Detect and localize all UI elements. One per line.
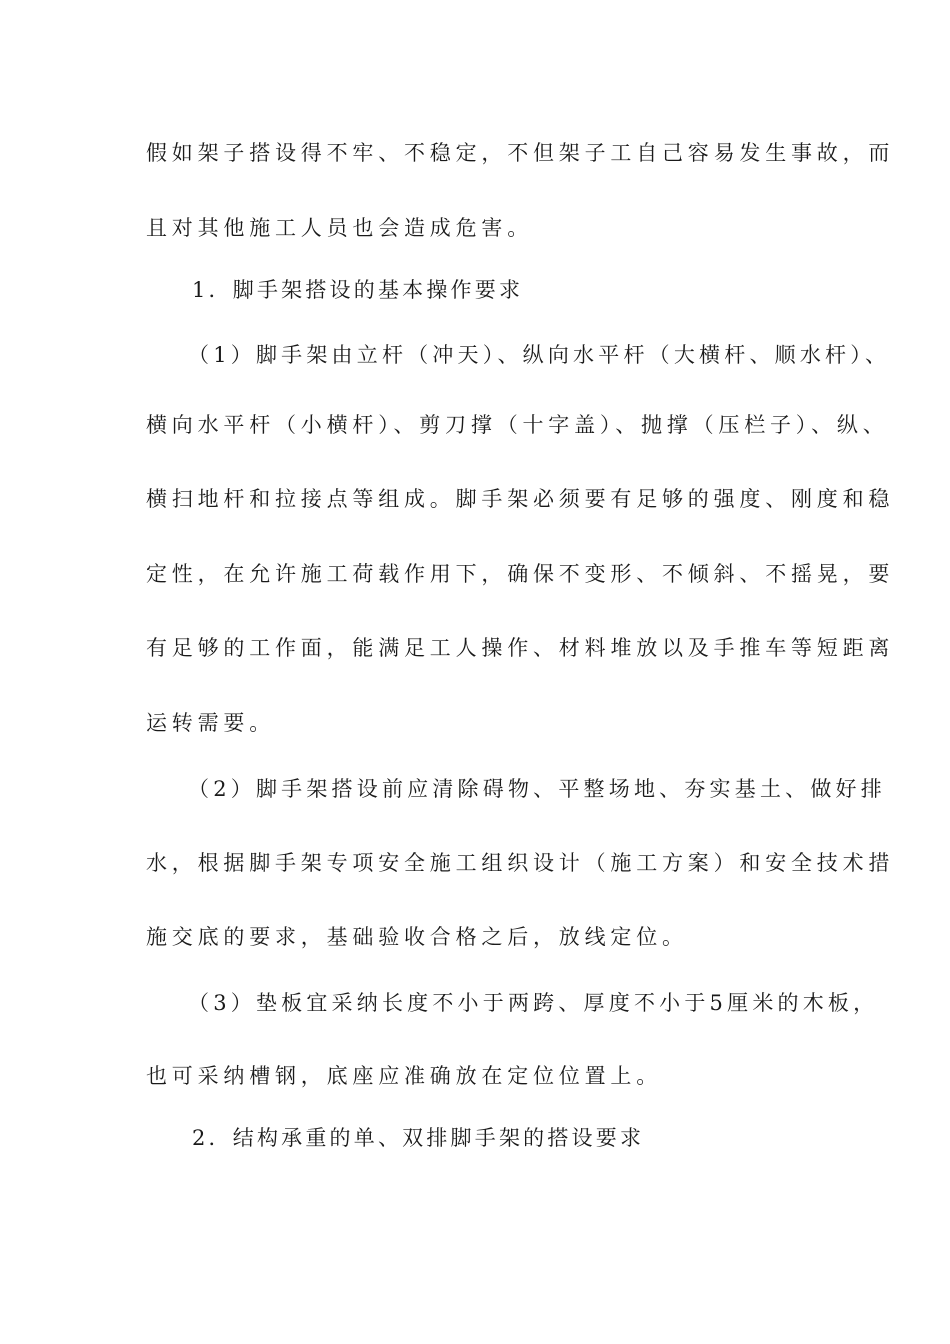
paragraph-line: （2）脚手架搭设前应清除碍物、平整场地、夯实基土、做好排 bbox=[188, 777, 886, 801]
paragraph-line: 有足够的工作面，能满足工人操作、材料堆放以及手推车等短距离 bbox=[146, 636, 895, 660]
paragraph-line: （1）脚手架由立杆（冲天）、纵向水平杆（大横杆、顺水杆）、 bbox=[188, 343, 891, 367]
paragraph-line: 也可采纳槽钢，底座应准确放在定位位置上。 bbox=[146, 1064, 662, 1088]
paragraph-line: 假如架子搭设得不牢、不稳定，不但架子工自己容易发生事故，而 bbox=[146, 141, 895, 165]
paragraph-line: 施交底的要求，基础验收合格之后，放线定位。 bbox=[146, 925, 688, 949]
paragraph-line: 横向水平杆（小横杆）、剪刀撑（十字盖）、抛撑（压栏子）、纵、 bbox=[146, 413, 889, 437]
paragraph-line: 且对其他施工人员也会造成危害。 bbox=[146, 216, 533, 240]
section-heading-2: 2．结构承重的单、双排脚手架的搭设要求 bbox=[192, 1126, 645, 1150]
paragraph-line: 定性，在允许施工荷载作用下，确保不变形、不倾斜、不摇晃，要 bbox=[146, 562, 895, 586]
section-heading-1: 1．脚手架搭设的基本操作要求 bbox=[192, 278, 524, 302]
paragraph-line: 运转需要。 bbox=[146, 711, 275, 735]
paragraph-line: （3）垫板宜采纳长度不小于两跨、厚度不小于5厘米的木板， bbox=[188, 991, 879, 1015]
paragraph-line: 横扫地杆和拉接点等组成。脚手架必须要有足够的强度、刚度和稳 bbox=[146, 487, 895, 511]
paragraph-line: 水，根据脚手架专项安全施工组织设计（施工方案）和安全技术措 bbox=[146, 851, 895, 875]
